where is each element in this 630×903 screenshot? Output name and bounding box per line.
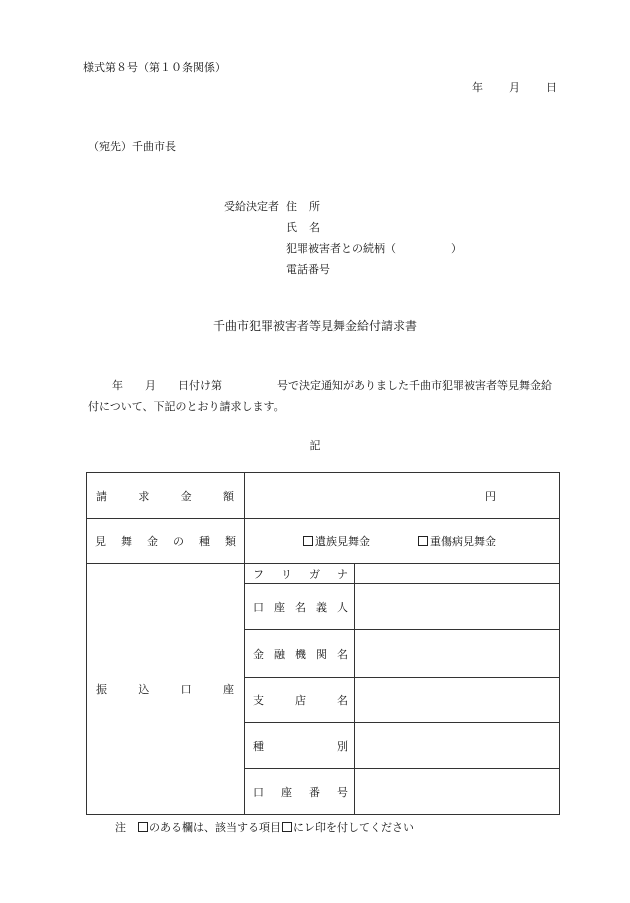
checkbox-symbol-icon	[282, 822, 292, 832]
amount-label: 請 求 金 額	[96, 489, 234, 503]
account-type-label-cell	[245, 723, 355, 769]
ki-heading: 記	[309, 439, 321, 452]
date-month: 月	[509, 81, 520, 94]
account-type-label: 種 別	[253, 739, 348, 753]
body-line-2: 付について、下記のとおり請求します。	[88, 400, 285, 413]
amount-unit: 円	[485, 489, 496, 503]
kind-label-cell	[87, 519, 245, 564]
phone-label: 電話番号	[286, 263, 330, 276]
kind-row	[87, 519, 560, 564]
account-holder-label-cell	[245, 584, 355, 630]
body-line-1: 年 月 日付け第 号で決定通知がありました千曲市犯罪被害者等見舞金給	[112, 379, 552, 392]
note-text-after: にレ印を付してください	[293, 821, 414, 834]
addressee: （宛先）千曲市長	[88, 140, 176, 153]
account-holder-field[interactable]	[355, 584, 560, 630]
kind-options-cell	[245, 519, 560, 564]
request-table	[86, 472, 560, 815]
furigana-field[interactable]	[355, 564, 560, 584]
amount-label-cell	[87, 473, 245, 519]
account-number-field[interactable]	[355, 769, 560, 815]
footnote	[115, 819, 414, 835]
account-number-label-cell	[245, 769, 355, 815]
furigana-row	[87, 564, 560, 584]
checkbox-symbol-icon	[138, 822, 148, 832]
option-bereaved[interactable]: 遺族見舞金	[303, 533, 370, 549]
transfer-label-cell	[87, 564, 245, 815]
body-text	[88, 375, 552, 417]
date-year: 年	[472, 81, 483, 94]
account-number-label: 口 座 番 号	[253, 785, 348, 799]
account-type-field[interactable]	[355, 723, 560, 769]
amount-row	[87, 473, 560, 519]
branch-name-label-cell	[245, 678, 355, 723]
checkbox-bereaved[interactable]	[303, 536, 313, 546]
name-label: 氏名	[286, 221, 332, 234]
bank-name-label: 金 融 機 関 名	[253, 647, 348, 661]
furigana-label-cell	[245, 564, 355, 584]
date-day: 日	[546, 81, 557, 94]
branch-name-label: 支 店 名	[253, 694, 348, 707]
document-title: 千曲市犯罪被害者等見舞金給付請求書	[212, 319, 417, 333]
address-label: 住所	[286, 200, 332, 213]
date-line	[472, 79, 557, 95]
applicant-lead: 受給決定者	[224, 200, 279, 213]
checkbox-serious-injury[interactable]	[418, 536, 428, 546]
note-prefix: 注	[115, 821, 126, 834]
applicant-block	[224, 196, 462, 280]
relation-label: 犯罪被害者との続柄（ ）	[286, 242, 462, 255]
transfer-label: 振 込 口 座	[96, 683, 234, 696]
furigana-label: フ リ ガ ナ	[253, 567, 348, 581]
form-number: 様式第８号（第１０条関係）	[83, 61, 226, 74]
kind-label: 見 舞 金 の 種 類	[95, 535, 236, 548]
bank-name-label-cell	[245, 630, 355, 678]
branch-name-field[interactable]	[355, 678, 560, 723]
bank-name-field[interactable]	[355, 630, 560, 678]
account-holder-label: 口 座 名 義 人	[253, 600, 348, 614]
note-text-before: のある欄は、該当する項目	[149, 821, 281, 834]
option-serious-injury[interactable]: 重傷病見舞金	[418, 533, 496, 549]
amount-field[interactable]	[245, 473, 560, 519]
